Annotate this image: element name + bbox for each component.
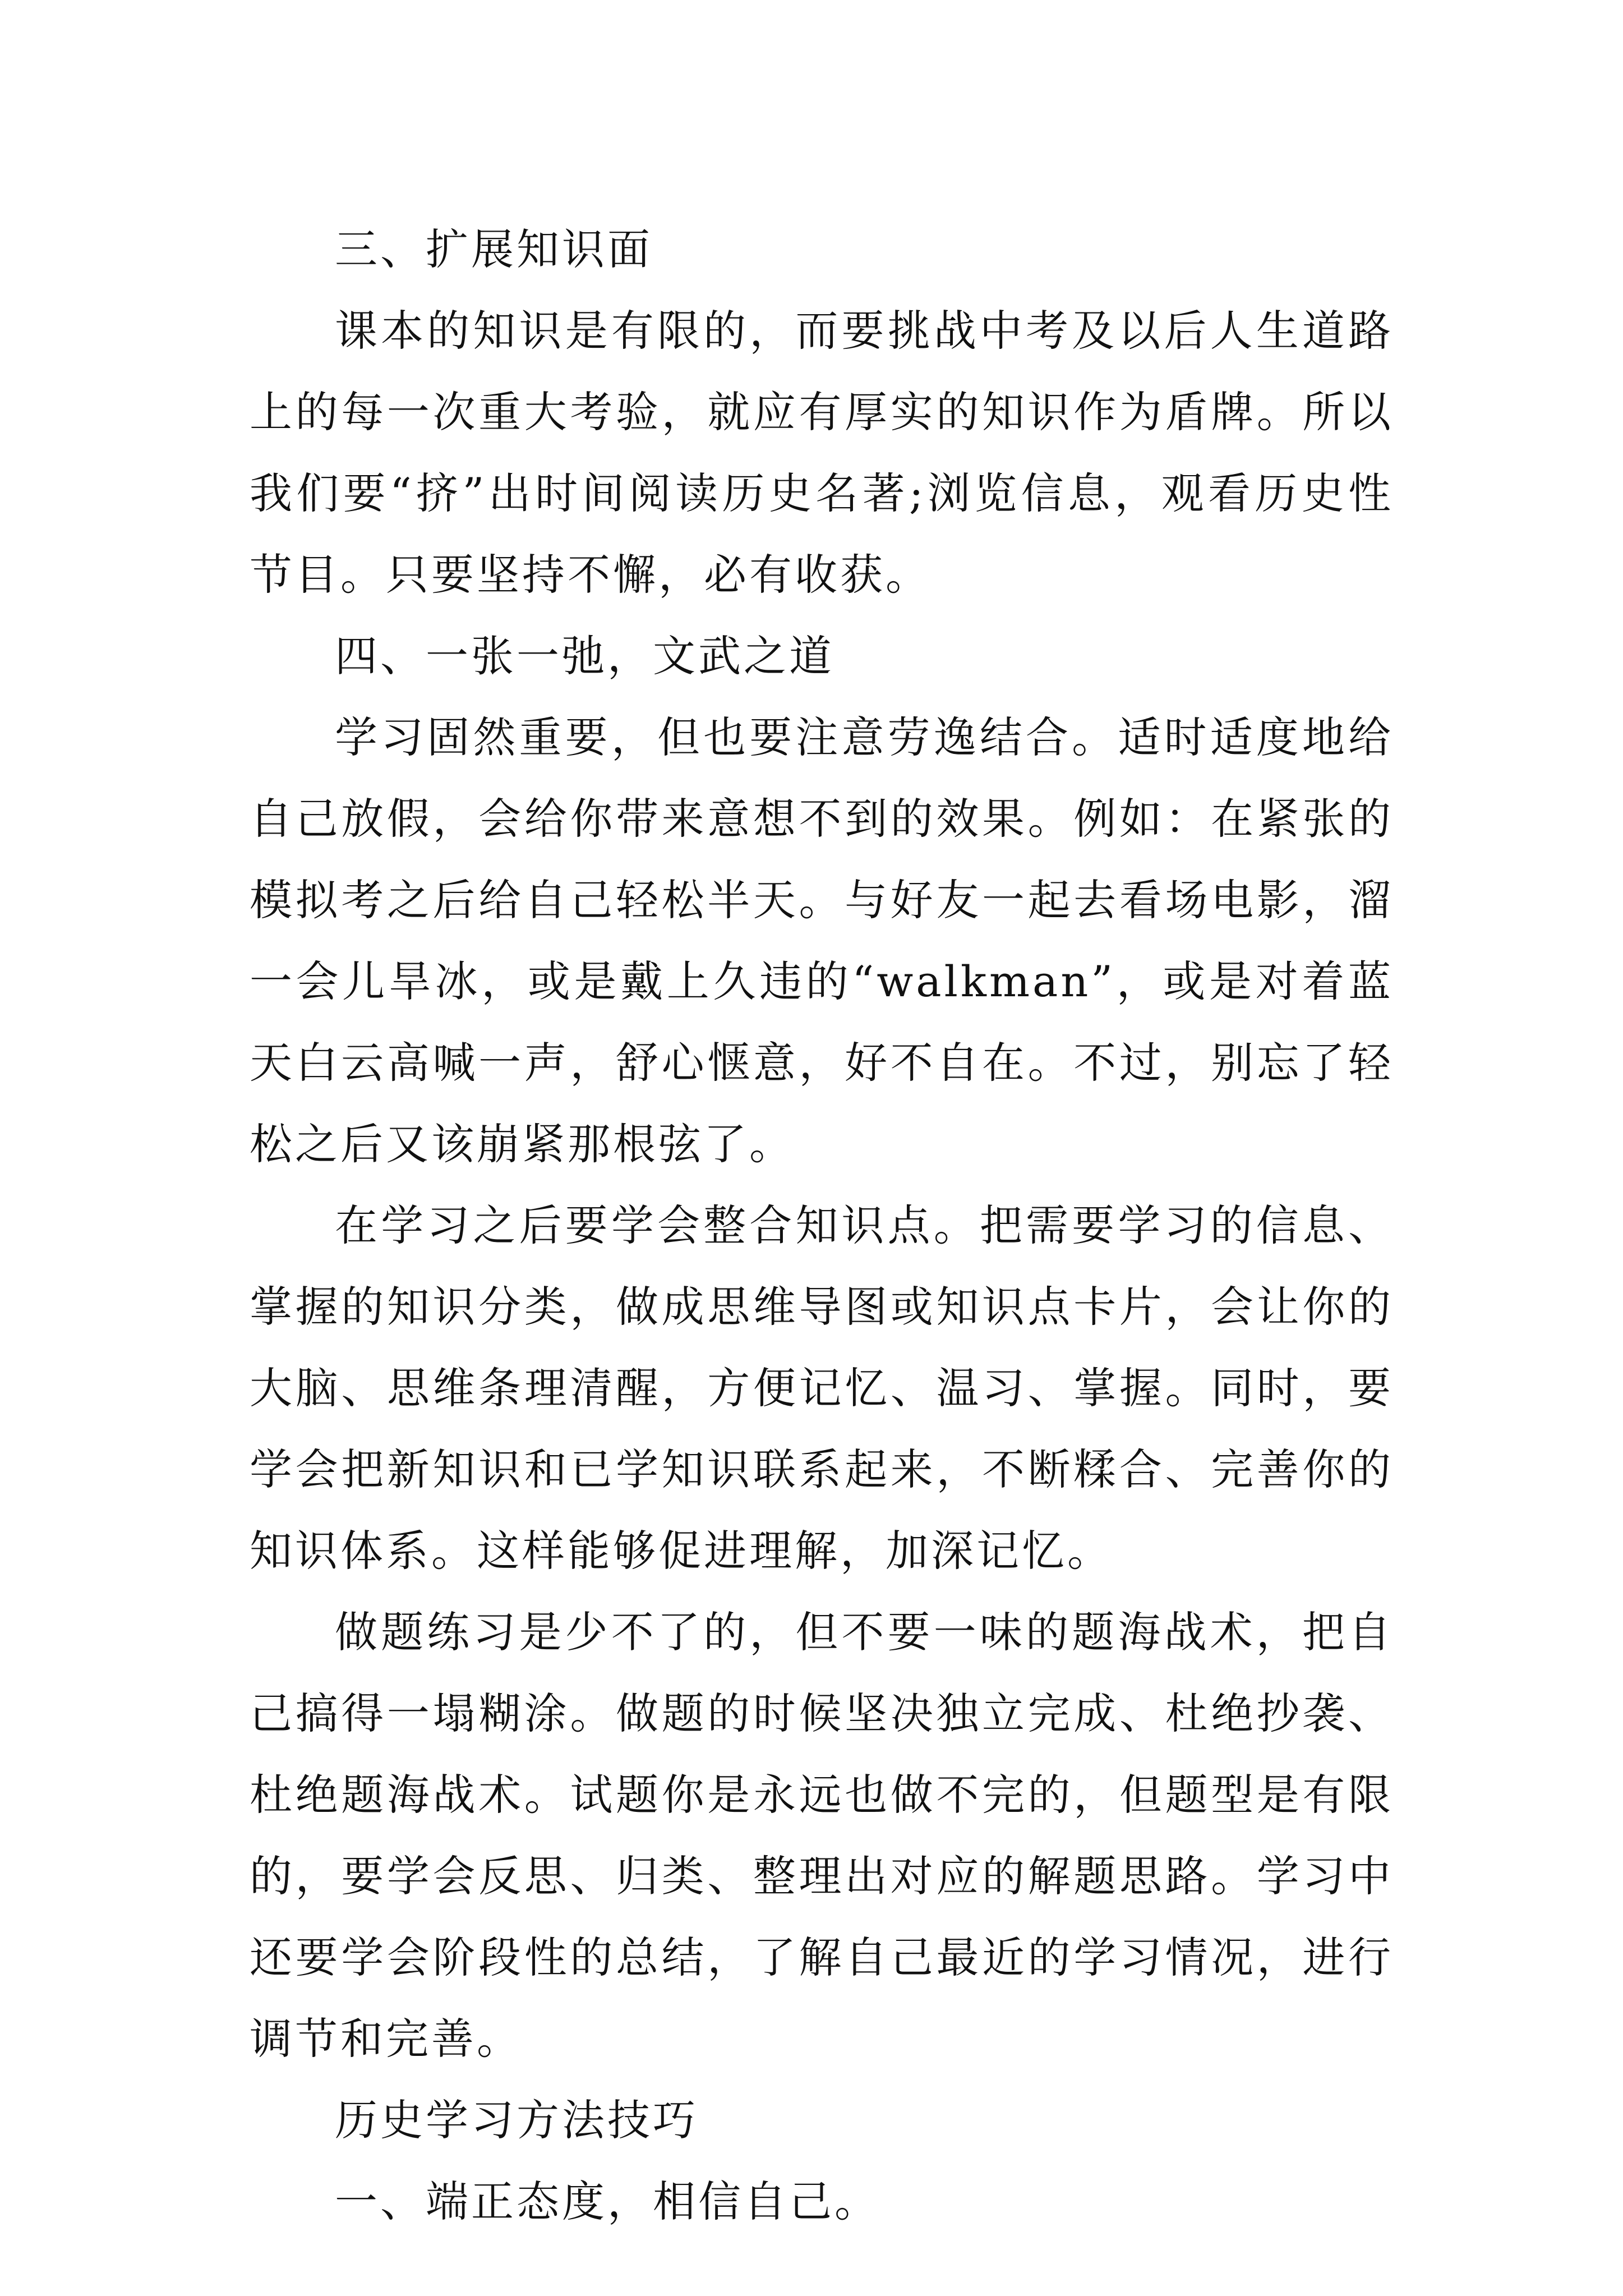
section-heading-expand-knowledge: 三、扩展知识面: [335, 224, 653, 274]
paragraph-work-and-rest: 学习固然重要，但也要注意劳逸结合。适时适度地给自己放假，会给你带来意想不到的效果。例如：在紧张的模拟考之后给自己轻松半天。与好友一起去看场电影，溜一会儿旱冰，或是戴上久违的“walkman”，或是对着蓝天白云高喊一声，舒心惬意，好不自在。不过，别忘了轻松之后又该崩紧那根弦了。: [250, 712, 1394, 1169]
section-heading-correct-attitude: 一、端正态度，相信自己。: [335, 2177, 880, 2226]
paragraph-practice-exercises: 做题练习是少不了的，但不要一味的题海战术，把自己搞得一塌糊涂。做题的时候坚决独立完成、杜绝抄袭、杜绝题海战术。试题你是永远也做不完的，但题型是有限的，要学会反思、归类、整理出对应的解题思路。学习中还要学会阶段性的总结，了解自己最近的学习情况，进行调节和完善。: [250, 1607, 1394, 2064]
section-heading-history-study-methods: 历史学习方法技巧: [335, 2095, 698, 2145]
paragraph-integrate-knowledge: 在学习之后要学会整合知识点。把需要学习的信息、掌握的知识分类，做成思维导图或知识点卡片，会让你的大脑、思维条理清醒，方便记忆、温习、掌握。同时，要学会把新知识和已学知识联系起来，不断糅合、完善你的知识体系。这样能够促进理解，加深记忆。: [250, 1200, 1394, 1576]
paragraph-expand-knowledge: 课本的知识是有限的，而要挑战中考及以后人生道路上的每一次重大考验，就应有厚实的知识作为盾牌。所以我们要“挤”出时间阅读历史名著;浏览信息，观看历史性节目。只要坚持不懈，必有收获。: [250, 306, 1394, 600]
document-page: [250, 209, 1394, 2242]
section-heading-work-and-rest: 四、一张一弛，文武之道: [335, 631, 834, 681]
